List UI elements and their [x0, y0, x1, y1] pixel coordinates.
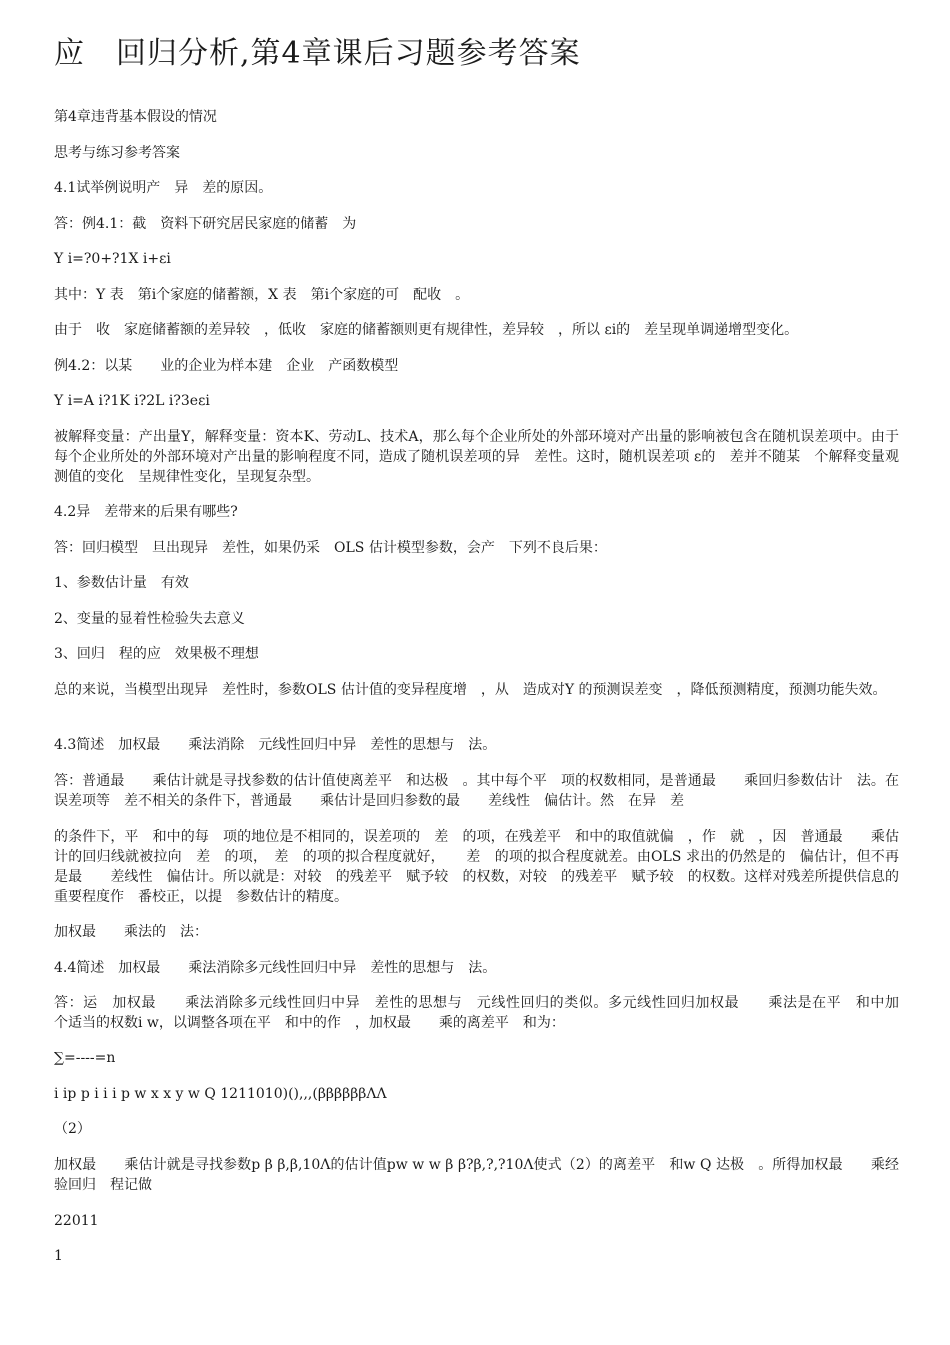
document-title: 应 回归分析,第4章课后习题参考答案	[54, 36, 581, 71]
question-4-1: 4.1试举例说明产 异 差的原因。	[54, 180, 273, 196]
answer-paragraph: 答：普通最 乘估计就是寻找参数的估计值使离差平 和达极 。其中每个平 项的权数相同，是普通最 乘回归参数估计 法。在误差项等 差不相关的条件下，普通最 乘估计是回归参数的最 差线性 偏估计。然 在异 差	[54, 773, 899, 809]
body-paragraph: 的条件下，平 和中的每 项的地位是不相同的，误差项的 差 的项，在残差平 和中的取值就偏 ，作 就 ，因 普通最 乘估计的回归线就被拉向 差 的项， 差 的项的拟合程度就好， 差 的项的拟合程度就差。由OLS 求出的仍然是的 偏估计，但不再是最 差线性 偏估计。所以就是：对较 的残差平 赋予较 的权数，对较 的残差平 赋予较 的权数。这样对残差所提供信息的重要程度作 番校正，以提 参数估计的精度。	[54, 829, 899, 905]
body-paragraph: 被解释变量：产出量Y，解释变量：资本K、劳动L、技术A，那么每个企业所处的外部环境对产出量的影响被包含在随机误差项中。由于每个企业所处的外部环境对产出量的影响程度不同，造成了随机误差项的异 差性。这时，随机误差项 ε的 差并不随某 个解释变量观测值的变化 呈规律性变化，呈现复杂型。	[54, 429, 899, 485]
body-paragraph: 由于 收 家庭储蓄额的差异较 ，低收 家庭的储蓄额则更有规律性，差异较 ，所以 εi的 差呈现单调递增型变化。	[54, 322, 799, 338]
body-paragraph: 例4.2：以某 业的企业为样本建 企业 产函数模型	[54, 358, 399, 374]
formula-line: 1	[54, 1248, 63, 1264]
formula-line: Y i=?0+?1X i+εi	[54, 251, 171, 267]
chapter-heading: 第4章违背基本假设的情况	[54, 109, 217, 125]
answer-paragraph: 答：回归模型 旦出现异 差性，如果仍采 OLS 估计模型参数，会产 下列不良后果：	[54, 540, 607, 556]
body-paragraph: 加权最 乘法的 法：	[54, 924, 208, 940]
question-4-4: 4.4简述 加权最 乘法消除多元线性回归中异 差性的思想与 法。	[54, 960, 497, 976]
question-4-2: 4.2异 差带来的后果有哪些?	[54, 504, 238, 520]
question-4-3: 4.3简述 加权最 乘法消除 元线性回归中异 差性的思想与 法。	[54, 737, 497, 753]
list-item: 1、参数估计量 有效	[54, 575, 189, 591]
body-paragraph: 其中：Y 表 第i个家庭的储蓄额，X 表 第i个家庭的可 配收 。	[54, 287, 470, 303]
formula-line: i ip p i i i p w x x y w Q 1211010)(),,,(ββββββΛΛ	[54, 1086, 387, 1102]
section-heading: 思考与练习参考答案	[54, 145, 180, 161]
body-paragraph: 加权最 乘估计就是寻找参数p β β,β,10Λ的估计值pw w w β β?β,?,?10Λ使式（2）的离差平 和w Q 达极 。所得加权最 乘经验回归 程记做	[54, 1157, 899, 1193]
answer-paragraph: 答：例4.1：截 资料下研究居民家庭的储蓄 为	[54, 216, 357, 232]
equation-number: （2）	[54, 1121, 91, 1137]
list-item: 2、变量的显着性检验失去意义	[54, 611, 245, 627]
formula-line: Y i=A i?1K i?2L i?3eεi	[54, 393, 210, 409]
formula-line: ∑=----=n	[54, 1050, 116, 1066]
answer-paragraph: 答：运 加权最 乘法消除多元线性回归中异 差性的思想与 元线性回归的类似。多元线性回归加权最 乘法是在平 和中加 个适当的权数i w，以调整各项在平 和中的作 ，加权最 乘的离差平 和为：	[54, 995, 927, 1031]
list-item: 3、回归 程的应 效果极不理想	[54, 646, 259, 662]
body-paragraph: 总的来说，当模型出现异 差性时，参数OLS 估计值的变异程度增 ，从 造成对Y 的预测误差变 ，降低预测精度，预测功能失效。	[54, 682, 887, 698]
formula-line: 22011	[54, 1213, 99, 1229]
